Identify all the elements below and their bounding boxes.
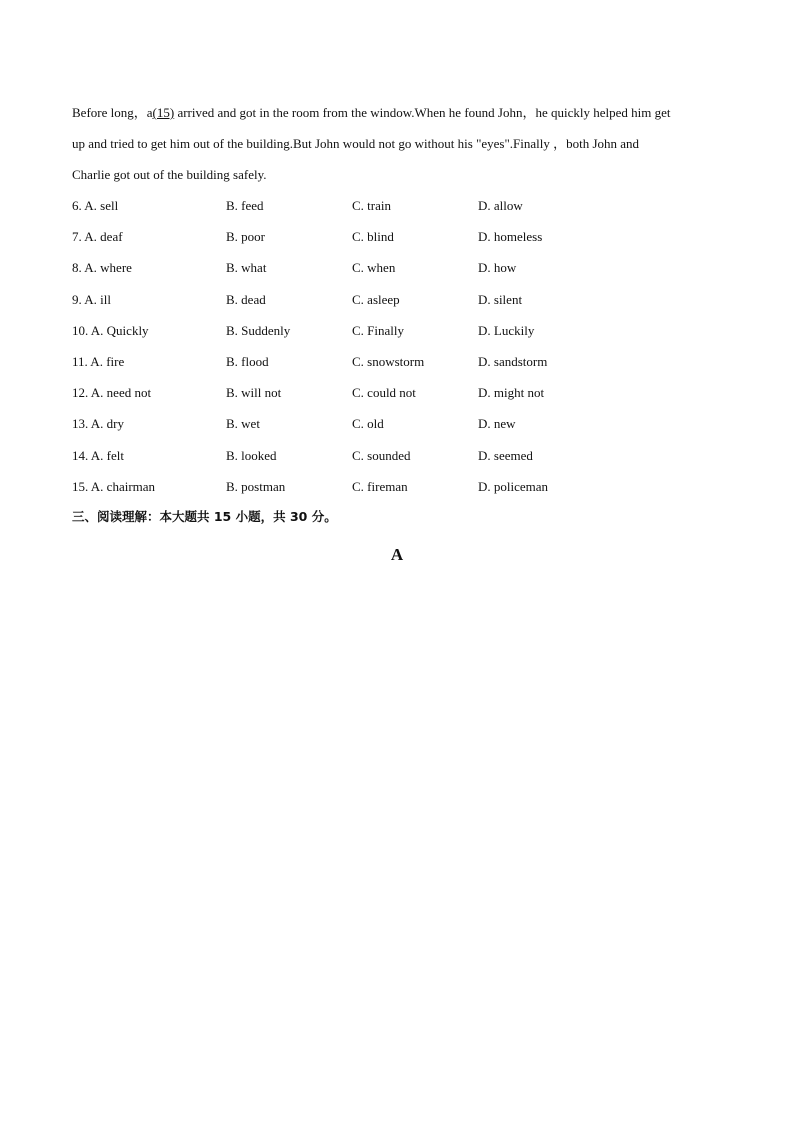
option-c: C. fireman <box>352 478 408 494</box>
question-row <box>72 479 722 495</box>
option-b: B. looked <box>226 447 277 463</box>
section-score: 30 <box>289 509 308 524</box>
question-stem: 9. A. ill <box>72 291 112 307</box>
question-row <box>72 416 722 432</box>
option-b: B. postman <box>226 478 286 494</box>
question-row <box>72 354 722 370</box>
question-stem: 10. A. Quickly <box>72 322 149 338</box>
option-b: B. will not <box>226 385 282 401</box>
passage-line-1-end: arrived and got in the room from the window.When he found John，he quickly helped him get <box>174 105 671 120</box>
passage-line-2: up and tried to get him out of the building.But John would not go without his "eyes".Finally ，both John and <box>72 136 640 151</box>
question-stem: 15. A. chairman <box>72 478 156 494</box>
section-title-prefix: 三、阅读理解：本大题共 <box>72 509 214 524</box>
part-heading: A <box>390 545 404 564</box>
option-b: B. wet <box>226 416 260 432</box>
option-c: C. Finally <box>352 322 405 338</box>
question-stem: 13. A. dry <box>72 416 124 432</box>
question-row <box>72 260 722 276</box>
option-d: D. homeless <box>478 229 543 245</box>
option-d: D. how <box>478 260 517 276</box>
question-stem: 14. A. felt <box>72 447 124 463</box>
option-c: C. train <box>352 198 391 213</box>
question-row <box>72 229 722 245</box>
question-stem: 12. A. need not <box>72 385 152 401</box>
section-title <box>72 509 337 525</box>
option-d: D. allow <box>478 198 523 213</box>
question-row <box>72 292 722 308</box>
option-b: B. flood <box>226 354 269 369</box>
question-row <box>72 448 722 464</box>
option-b: B. poor <box>226 229 265 245</box>
option-b: B. what <box>226 260 267 276</box>
option-d: D. sandstorm <box>478 354 548 369</box>
option-d: D. Luckily <box>478 322 535 338</box>
option-d: D. silent <box>478 291 523 307</box>
option-c: C. when <box>352 260 396 276</box>
option-c: C. asleep <box>352 291 400 307</box>
passage-line-1-start: Before long，a <box>72 105 153 120</box>
option-b: B. feed <box>226 198 264 213</box>
passage-line-1 <box>72 105 670 121</box>
blank-15: (15) <box>152 105 175 120</box>
question-stem: 7. A. deaf <box>72 229 123 245</box>
option-c: C. snowstorm <box>352 354 425 369</box>
section-title-suffix: 分。 <box>307 509 337 524</box>
option-d: D. policeman <box>478 478 549 494</box>
question-row <box>72 323 722 339</box>
option-c: C. blind <box>352 229 394 245</box>
option-d: D. might not <box>478 385 545 401</box>
section-question-count: 15 <box>213 509 232 524</box>
question-row <box>72 198 722 214</box>
option-c: C. sounded <box>352 447 411 463</box>
option-c: C. old <box>352 416 384 432</box>
option-d: D. new <box>478 416 516 432</box>
section-title-middle: 小题，共 <box>231 509 290 524</box>
option-d: D. seemed <box>478 447 533 463</box>
option-b: B. Suddenly <box>226 322 291 338</box>
question-stem: 6. A. sell <box>72 198 119 213</box>
question-row <box>72 385 722 401</box>
option-c: C. could not <box>352 385 416 401</box>
question-stem: 8. A. where <box>72 260 132 276</box>
option-b: B. dead <box>226 291 266 307</box>
question-stem: 11. A. fire <box>72 354 125 369</box>
passage-line-3: Charlie got out of the building safely. <box>72 167 267 182</box>
